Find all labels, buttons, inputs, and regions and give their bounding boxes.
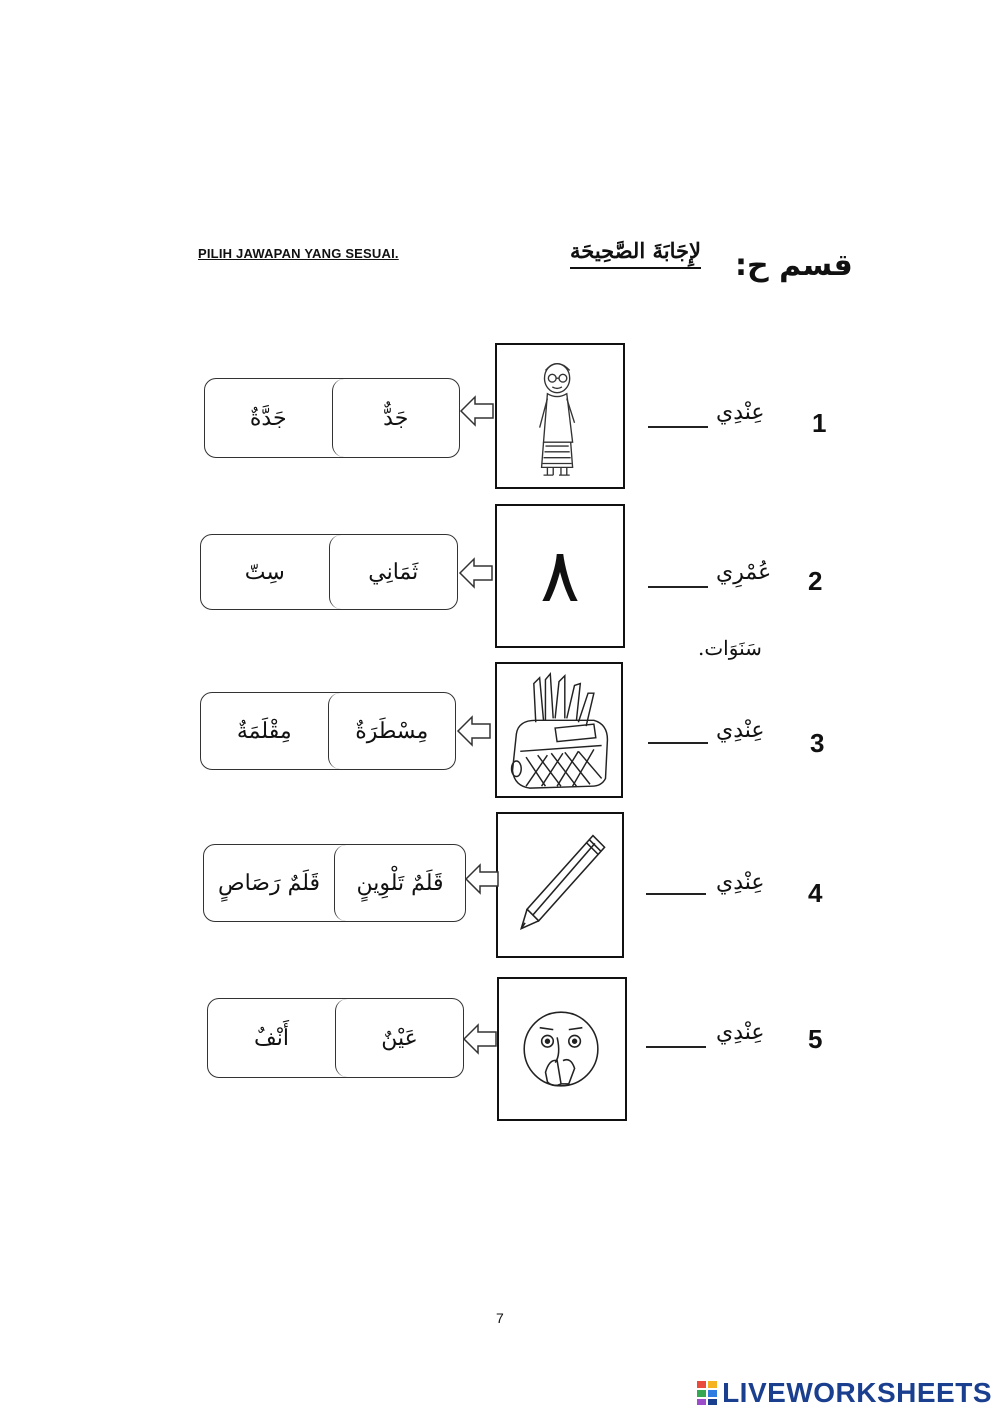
question-1-options bbox=[204, 378, 460, 458]
arrow-left-icon bbox=[458, 556, 494, 590]
question-3-prompt: عِنْدِي bbox=[716, 718, 765, 743]
question-2-options bbox=[200, 534, 458, 610]
question-2-blank[interactable] bbox=[648, 586, 708, 588]
arrow-left-icon bbox=[464, 862, 500, 896]
question-2-number: 2 bbox=[808, 566, 823, 596]
question-3-option-2[interactable]: مِقْلَمَةٌ bbox=[236, 718, 292, 744]
page-number: 7 bbox=[496, 1310, 504, 1326]
grandmother-picture bbox=[495, 343, 625, 489]
brand-logo[interactable] bbox=[696, 1377, 992, 1409]
pencil-case-icon bbox=[497, 664, 621, 796]
face-nose-picture bbox=[497, 977, 627, 1121]
question-5-options bbox=[207, 998, 464, 1078]
question-4-option-1[interactable]: قَلَمٌ تَلْوِينٍ bbox=[334, 845, 465, 921]
arrow-left-icon bbox=[456, 714, 492, 748]
question-1-prompt: عِنْدِي bbox=[716, 400, 765, 425]
question-3-option-1[interactable]: مِسْطَرَةٌ bbox=[328, 693, 456, 769]
instruction-text: PILIH JAWAPAN YANG SESUAI. bbox=[198, 246, 399, 261]
question-5-number: 5 bbox=[808, 1024, 823, 1054]
section-title: لإِجَابَةَ الصَّحِيحَة bbox=[570, 238, 701, 269]
question-1-number: 1 bbox=[812, 408, 827, 438]
face-nose-icon bbox=[499, 979, 625, 1119]
number-eight-picture bbox=[495, 504, 625, 648]
question-4-prompt: عِنْدِي bbox=[716, 870, 765, 895]
pencil-case-picture bbox=[495, 662, 623, 798]
brand-name: LIVEWORKSHEETS bbox=[722, 1377, 992, 1408]
question-3-blank[interactable] bbox=[648, 742, 708, 744]
pencil-picture bbox=[496, 812, 624, 958]
question-1-option-2[interactable]: جَدَّةٌ bbox=[249, 405, 287, 431]
arrow-left-icon bbox=[462, 1022, 498, 1056]
question-3-options bbox=[200, 692, 456, 770]
question-5-prompt: عِنْدِي bbox=[716, 1020, 765, 1045]
question-5-option-2[interactable]: أَنْفٌ bbox=[254, 1025, 290, 1051]
question-4-option-2[interactable]: قَلَمٌ رَصَاصٍ bbox=[217, 870, 321, 896]
liveworksheets-logo-icon bbox=[696, 1380, 718, 1406]
question-4-number: 4 bbox=[808, 878, 823, 908]
question-3-number: 3 bbox=[810, 728, 825, 758]
pencil-icon bbox=[498, 814, 622, 956]
question-5-option-1[interactable]: عَيْنٌ bbox=[335, 999, 463, 1077]
arabic-eight-glyph: ٨ bbox=[540, 533, 580, 619]
question-4-blank[interactable] bbox=[646, 893, 706, 895]
question-2-prompt: عُمْرِي bbox=[716, 560, 772, 585]
question-1-blank[interactable] bbox=[648, 426, 708, 428]
question-1-option-1[interactable]: جَدٌّ bbox=[332, 379, 460, 457]
question-4-options bbox=[203, 844, 466, 922]
question-2-suffix: سَنَوَات. bbox=[698, 636, 762, 660]
arrow-left-icon bbox=[459, 394, 495, 428]
question-2-option-2[interactable]: سِتّ bbox=[244, 559, 285, 585]
question-2-option-1[interactable]: ثَمَانِي bbox=[329, 535, 458, 609]
section-label: قسم ح: bbox=[735, 248, 853, 283]
grandmother-icon bbox=[497, 345, 623, 487]
question-5-blank[interactable] bbox=[646, 1046, 706, 1048]
